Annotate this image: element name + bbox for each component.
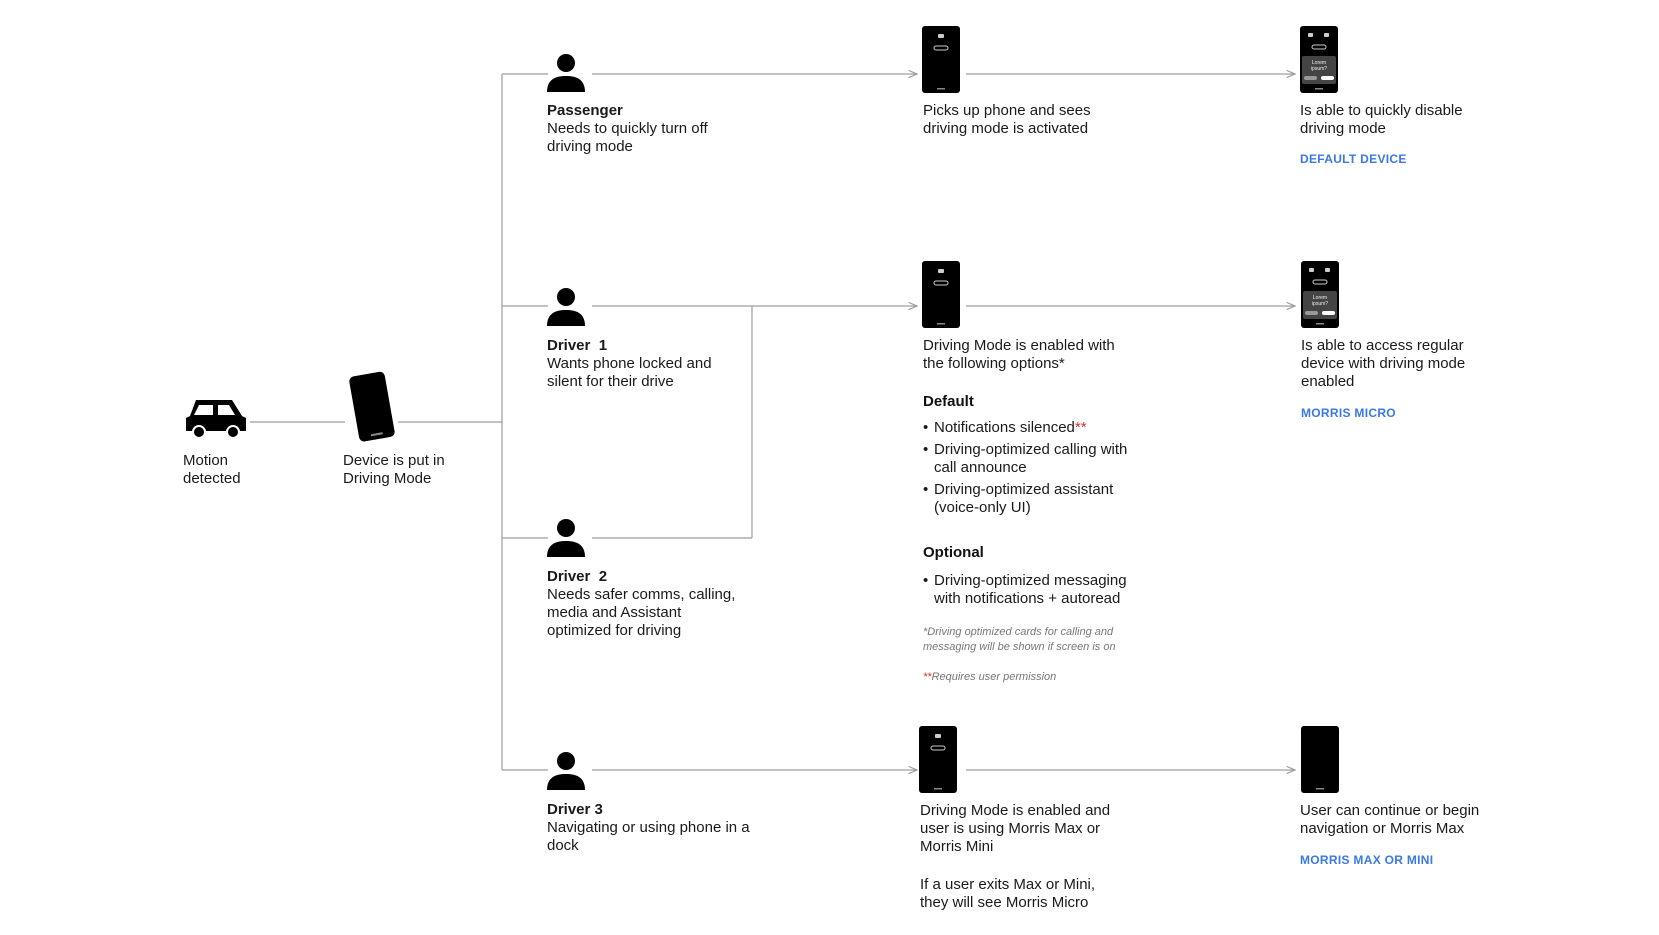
persona-driver3: Driver 3 Navigating or using phone in a dock <box>547 801 750 854</box>
optional-options-list <box>923 572 1127 612</box>
default-options-heading: Default <box>923 393 974 410</box>
dialog-text-line: ipsum? <box>1310 66 1328 72</box>
phone-disable-dialog-icon-passenger <box>1300 26 1338 93</box>
person-icon-passenger <box>546 52 586 92</box>
default-options-list <box>923 419 1127 521</box>
car-icon <box>182 396 250 441</box>
dialog-text-line: ipsum? <box>1311 301 1329 307</box>
footnote-cards: *Driving optimized cards for calling and messaging will be shown if screen is on <box>923 626 1116 653</box>
outcome-driver: Is able to access regular device with driving mode enabled <box>1301 337 1466 390</box>
passenger-middle-text: Picks up phone and sees driving mode is activated <box>923 102 1091 137</box>
motion-detected-label: Motion detected <box>183 452 241 487</box>
person-icon-driver3 <box>546 750 586 790</box>
persona-passenger: Passenger Needs to quickly turn off driving mode <box>547 102 708 155</box>
permission-note: **Requires user permission <box>923 671 1057 683</box>
phone-driving-mode-icon-driver3 <box>919 726 957 793</box>
tag-default-device: DEFAULT DEVICE <box>1300 152 1407 166</box>
tilted-phone-icon <box>340 370 400 445</box>
phone-disable-dialog-icon-driver <box>1301 261 1339 328</box>
list-item: • Driving-optimized messaging with notifications + autoread <box>923 572 1127 608</box>
persona-driver1: Driver 1 Wants phone locked and silent for their drive <box>547 337 712 390</box>
dialog-text-line: Lorem <box>1312 295 1328 301</box>
required-marker: ** <box>1074 419 1087 436</box>
phone-blank-icon <box>1301 726 1339 793</box>
phone-driving-mode-icon-driver <box>922 261 960 328</box>
optional-options-heading: Optional <box>923 544 984 561</box>
outcome-passenger: Is able to quickly disable driving mode <box>1300 102 1463 137</box>
tag-morris-micro: MORRIS MICRO <box>1301 406 1396 420</box>
driver3-middle-text: Driving Mode is enabled and user is using Morris Max or Morris Mini <box>920 802 1111 855</box>
persona-driver2: Driver 2 Needs safer comms, calling, media and Assistant optimized for driving <box>547 568 736 639</box>
drivers-middle-text: Driving Mode is enabled with the following options* <box>923 337 1115 372</box>
person-icon-driver2 <box>546 517 586 557</box>
device-driving-mode-label: Device is put in Driving Mode <box>343 452 445 487</box>
list-item: • Driving-optimized calling with call announce <box>923 441 1127 477</box>
outcome-driver3: User can continue or begin navigation or Morris Max <box>1300 802 1480 837</box>
phone-driving-mode-icon-passenger <box>922 26 960 93</box>
dialog-text-line: Lorem <box>1311 60 1327 66</box>
person-icon-driver1 <box>546 286 586 326</box>
driver3-exit-text: If a user exits Max or Mini, they will see Morris Micro <box>920 876 1096 911</box>
list-item: • Notifications silenced** <box>923 419 1127 437</box>
list-item: • Driving-optimized assistant (voice-only UI) <box>923 481 1127 517</box>
tag-morris-max-or-mini: MORRIS MAX OR MINI <box>1300 853 1434 867</box>
